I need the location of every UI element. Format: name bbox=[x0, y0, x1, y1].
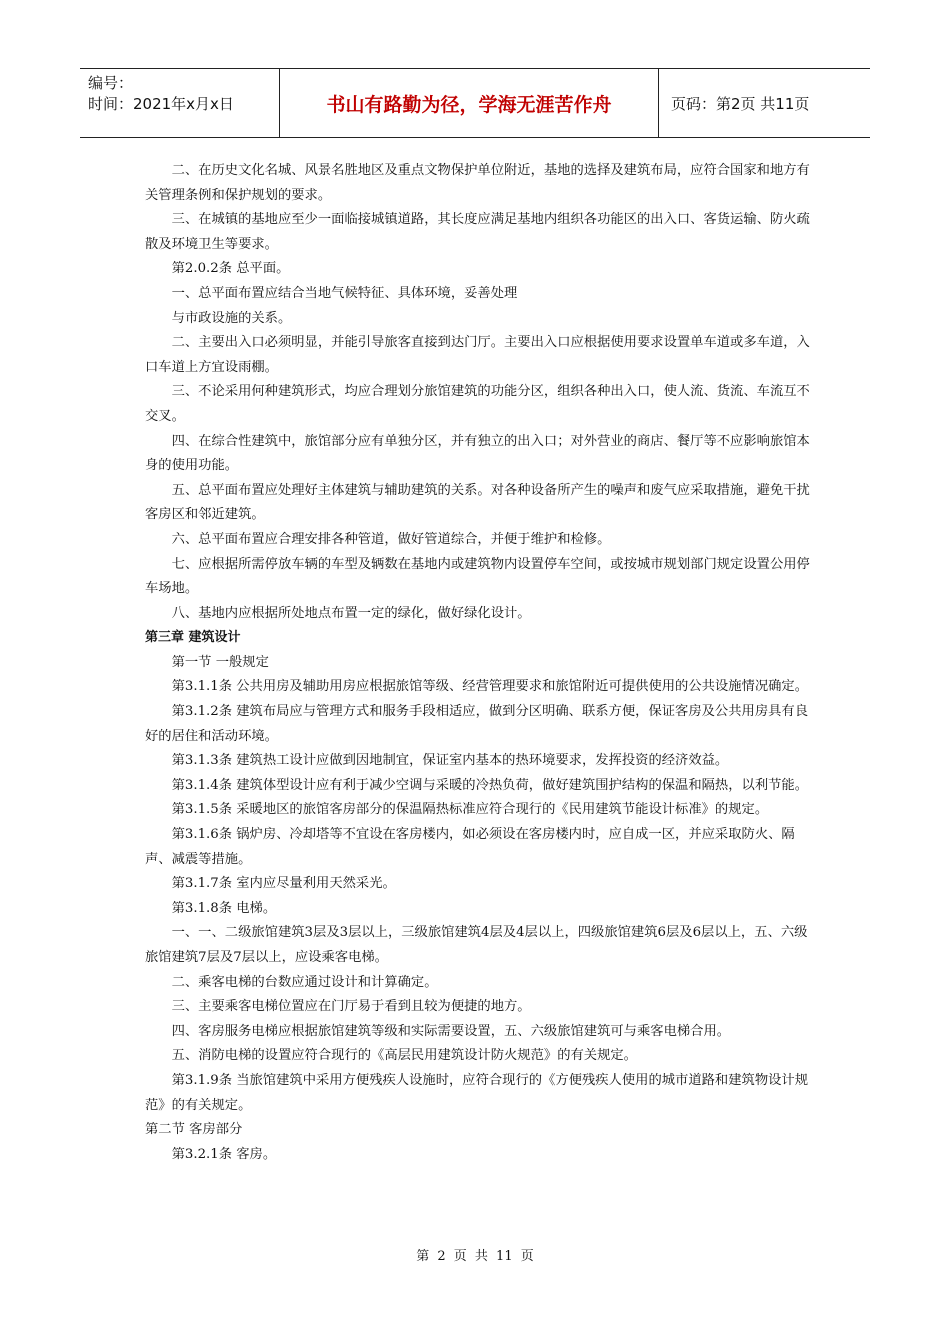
paragraph: 第3.1.6条 锅炉房、冷却塔等不宜设在客房楼内，如必须设在客房楼内时，应自成一区，并应采取防火、隔声、减震等措施。 bbox=[145, 827, 795, 867]
paragraph: 五、总平面布置应处理好主体建筑与辅助建筑的关系。对各种设备所产生的噪声和废气应采取措施，避免干扰客房区和邻近建筑。 bbox=[145, 482, 810, 523]
header-motto: 书山有路勤为径，学海无涯苦作舟 bbox=[280, 69, 659, 137]
paragraph: 六、总平面布置应合理安排各种管道，做好管道综合，并便于维护和检修。 bbox=[171, 531, 611, 547]
paragraph: 三、主要乘客电梯位置应在门厅易于看到且较为便捷的地方。 bbox=[171, 999, 531, 1015]
paragraph: 一、总平面布置应结合当地气候特征、具体环境，妥善处理 bbox=[171, 285, 518, 301]
paragraph: 第3.1.5条 采暖地区的旅馆客房部分的保温隔热标准应符合现行的《民用建筑节能设计标准》的规定。 bbox=[171, 802, 769, 818]
chapter-heading: 第三章 建筑设计 bbox=[145, 630, 241, 646]
paragraph: 八、基地内应根据所处地点布置一定的绿化，做好绿化设计。 bbox=[171, 605, 531, 621]
paragraph: 二、在历史文化名城、风景名胜地区及重点文物保护单位附近，基地的选择及建筑布局，应符合国家和地方有关管理条例和保护规划的要求。 bbox=[145, 163, 810, 203]
paragraph: 五、消防电梯的设置应符合现行的《高层民用建筑设计防火规范》的有关规定。 bbox=[171, 1048, 637, 1064]
document-number-label: 编号： bbox=[88, 74, 134, 92]
paragraph: 第3.1.2条 建筑布局应与管理方式和服务手段相适应，做到分区明确、联系方便，保证客房及公共用房具有良好的居住和活动环境。 bbox=[145, 704, 809, 744]
paragraph: 三、不论采用何种建筑形式，均应合理划分旅馆建筑的功能分区，组织各种出入口，使人流、货流、车流互不交叉。 bbox=[145, 384, 810, 424]
paragraph: 第3.1.3条 建筑热工设计应做到因地制宜，保证室内基本的热环境要求，发挥投资的经济效益。 bbox=[171, 753, 729, 769]
page-footer: 第 2 页 共 11 页 bbox=[416, 1249, 534, 1264]
document-time-label: 时间：2021年x月x日 bbox=[88, 95, 234, 113]
document-body bbox=[145, 159, 810, 1167]
paragraph: 第3.1.7条 室内应尽量利用天然采光。 bbox=[171, 876, 396, 892]
section-heading: 第二节 客房部分 bbox=[145, 1122, 243, 1138]
paragraph: 与市政设施的关系。 bbox=[171, 310, 292, 326]
paragraph: 二、乘客电梯的台数应通过设计和计算确定。 bbox=[171, 974, 438, 990]
article-heading: 第2.0.2条 总平面。 bbox=[171, 261, 290, 277]
article-heading: 第3.2.1条 客房。 bbox=[171, 1146, 277, 1162]
paragraph: 三、在城镇的基地应至少一面临接城镇道路，其长度应满足基地内组织各功能区的出入口、客货运输、防火疏散及环境卫生等要求。 bbox=[145, 212, 810, 252]
paragraph: 第3.1.1条 公共用房及辅助用房应根据旅馆等级、经营管理要求和旅馆附近可提供使用的公共设施情况确定。 bbox=[171, 679, 809, 695]
paragraph: 一、一、二级旅馆建筑3层及3层以上，三级旅馆建筑4层及4层以上，四级旅馆建筑6层及6层以上，五、六级旅馆建筑7层及7层以上，应设乘客电梯。 bbox=[145, 925, 808, 965]
header-meta bbox=[80, 69, 280, 137]
paragraph: 第3.1.9条 当旅馆建筑中采用方便残疾人设施时，应符合现行的《方便残疾人使用的城市道路和建筑物设计规范》的有关规定。 bbox=[145, 1072, 809, 1113]
section-heading: 第一节 一般规定 bbox=[171, 654, 269, 670]
paragraph: 七、应根据所需停放车辆的车型及辆数在基地内或建筑物内设置停车空间，或按城市规划部门规定设置公用停车场地。 bbox=[145, 556, 810, 597]
page-header bbox=[80, 68, 870, 138]
paragraph: 第3.1.8条 电梯。 bbox=[171, 900, 277, 916]
header-page-number: 页码：第2页 共11页 bbox=[671, 94, 810, 113]
paragraph: 四、在综合性建筑中，旅馆部分应有单独分区，并有独立的出入口；对外营业的商店、餐厅等不应影响旅馆本身的使用功能。 bbox=[145, 433, 810, 474]
paragraph: 第3.1.4条 建筑体型设计应有利于减少空调与采暖的冷热负荷，做好建筑围护结构的保温和隔热，以利节能。 bbox=[171, 777, 809, 793]
paragraph: 二、主要出入口必须明显，并能引导旅客直接到达门厅。主要出入口应根据使用要求设置单车道或多车道，入口车道上方宜设雨棚。 bbox=[145, 335, 810, 375]
paragraph: 四、客房服务电梯应根据旅馆建筑等级和实际需要设置，五、六级旅馆建筑可与乘客电梯合用。 bbox=[171, 1023, 731, 1039]
